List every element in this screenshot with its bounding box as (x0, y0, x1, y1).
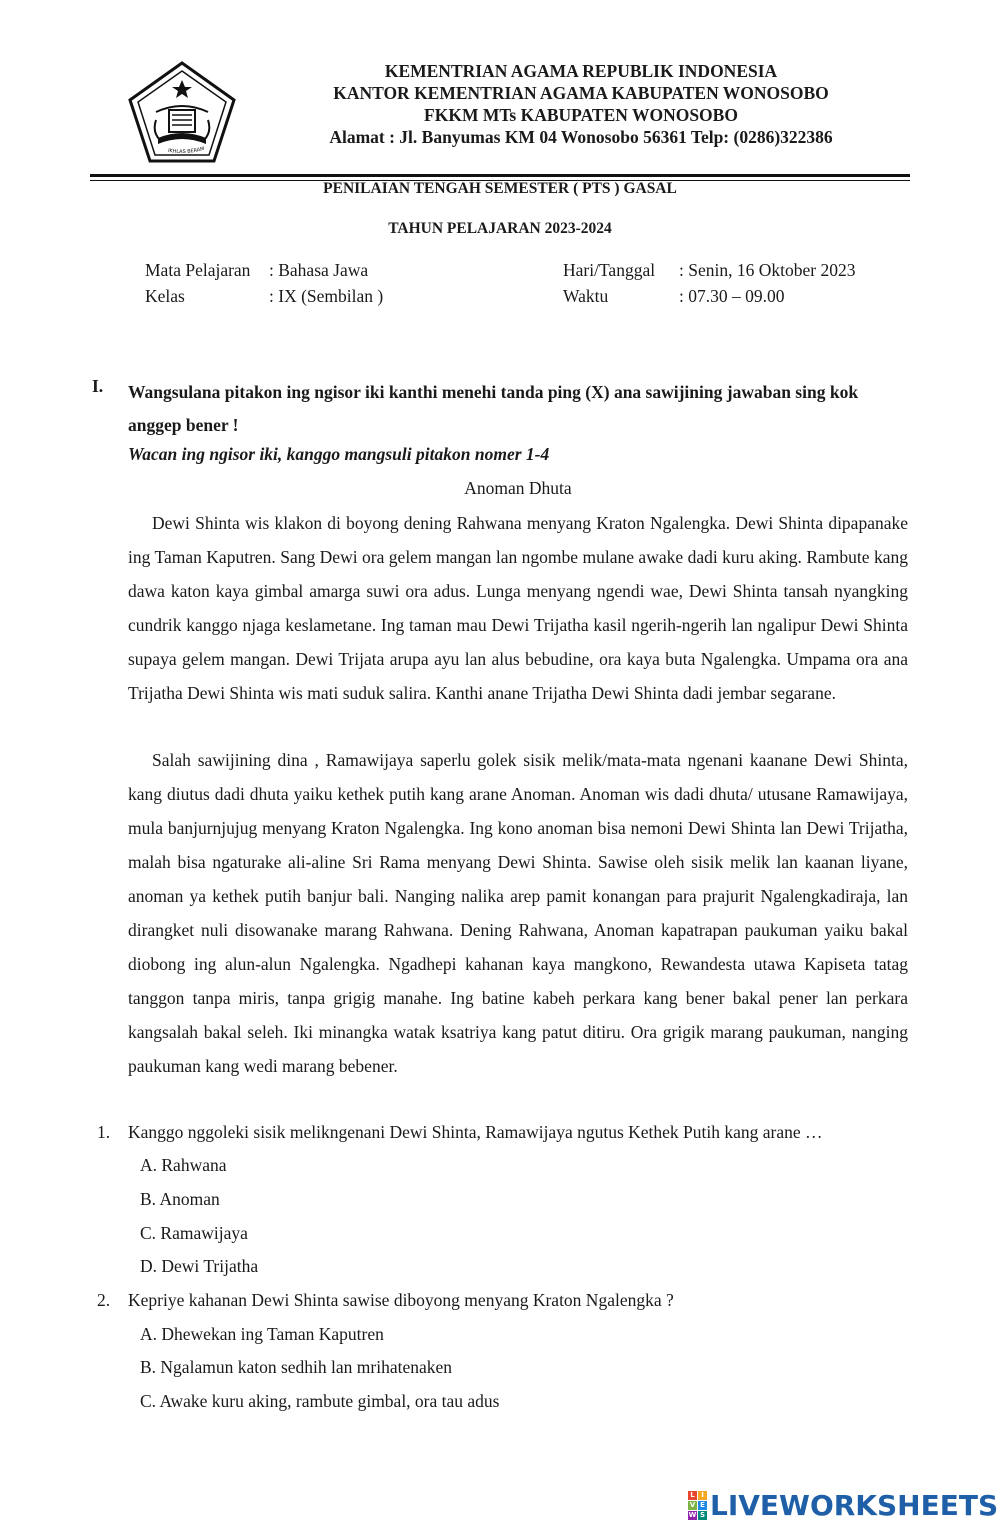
liveworksheets-icon (688, 1491, 707, 1520)
question-text: Kepriye kahanan Dewi Shinta sawise diboyong menyang Kraton Ngalengka ? (128, 1290, 674, 1310)
time-label: Waktu (563, 286, 609, 306)
logo-tile: L (688, 1491, 697, 1500)
header-divider (90, 174, 910, 177)
logo-tile: E (698, 1501, 707, 1510)
logo-tile: V (689, 1500, 696, 1509)
class-value: : IX (Sembilan ) (269, 286, 384, 306)
header-address: Alamat : Jl. Banyumas KM 04 Wonosobo 56361 Telp: (0286)322386 (329, 127, 833, 147)
liveworksheets-brand: LIVEWORKSHEETS (710, 1488, 999, 1522)
subject-label: Mata Pelajaran (145, 260, 251, 280)
header-office: KANTOR KEMENTRIAN AGAMA KABUPATEN WONOSOBO (333, 83, 829, 103)
logo-tile: I (698, 1491, 707, 1500)
header-fkkm: FKKM MTs KABUPATEN WONOSOBO (424, 105, 738, 125)
exam-title: PENILAIAN TENGAH SEMESTER ( PTS ) GASAL (323, 180, 677, 197)
option-b[interactable]: B. Anoman (140, 1189, 220, 1209)
story-paragraph-1: Dewi Shinta wis klakon di boyong dening Rahwana menyang Kraton Ngalengka. Dewi Shinta dipapanake ing Taman Kaputren. Sang Dewi ora gelem mangan lan ngombe mulane awake dadi kuru aking. Rambute kang dawa katon kaya gimbal amarga suwi ora adus. Lunga menyang ngendi wae, Dewi Shinta tansah nyangking cundrik kanggo njaga keslametane. Ing taman mau Dewi Trijatha kasil ngerih-ngerih lan ngalipur Dewi Shinta supaya gelem mangan. Dewi Trijata arupa ayu lan alus bebudine, ora kaya buta Ngalengka. Umpama ora ana Trijatha Dewi Shinta wis mati suduk salira. Kanthi anane Trijatha Dewi Shinta dadi jembar segarane. (128, 513, 908, 703)
option-c[interactable]: C. Awake kuru aking, rambute gimbal, ora tau adus (140, 1391, 500, 1411)
exam-year: TAHUN PELAJARAN 2023-2024 (388, 220, 612, 237)
day-value: : Senin, 16 Oktober 2023 (679, 260, 856, 280)
option-b[interactable]: B. Ngalamun katon sedhih lan mrihatenaken (140, 1357, 453, 1377)
section-number: I. (92, 376, 104, 396)
ministry-emblem-icon (126, 60, 238, 164)
logo-tile: W (688, 1510, 697, 1519)
section-instruction: Wangsulana pitakon ing ngisor iki kanthi menehi tanda ping (X) ana sawijining jawaban sing kok anggep bener ! (128, 382, 859, 435)
option-d[interactable]: D. Dewi Trijatha (140, 1256, 259, 1276)
option-a[interactable]: A. Rahwana (140, 1155, 227, 1175)
day-label: Hari/Tanggal (563, 260, 656, 280)
time-value: : 07.30 – 09.00 (679, 286, 785, 306)
question-number: 1. (97, 1122, 111, 1142)
story-paragraph-2: Salah sawijining dina , Ramawijaya saperlu golek sisik melik/mata-mata ngenani kaanane Dewi Shinta, kang diutus dadi dhuta yaiku kethek putih kang arane Anoman. Anoman wis dadi dhuta/ utusane Ramawijaya, mula banjurnjujug menyang Kraton Ngalengka. Ing kono anoman bisa nemoni Dewi Shinta lan Dewi Trijatha, malah bisa ngaturake ali-aline Sri Rama menyang Dewi Shinta. Sawise oleh sisik melik lan kaanan liyane, anoman ya kethek putih banjur bali. Nanging nalika arep pamit konangan para prajurit Ngalengkadiraja, lan dirangket nuli disowanake marang Rahwana. Dening Rahwana, Anoman kapatrapan paukuman yaiku bakal diobong ing alun-alun Ngalengka. Ngadhepi kahanan kaya mangkono, Rewandesta utawa Kapiseta tatag tanggon tanpa miris, tanpa grigig manahe. Ing batine kabeh perkara kang bener bakal pener lan perkara kangsalah bakal seleh. Iki minangka watak ksatriya kang patut ditiru. Ora grigik marang paukuman, nanging paukuman kang wedi marang bebener. (128, 750, 908, 1076)
logo-tile: S (699, 1510, 706, 1519)
class-label: Kelas (145, 286, 185, 306)
liveworksheets-logo[interactable] (688, 1487, 998, 1523)
question-number: 2. (97, 1290, 111, 1310)
subject-value: : Bahasa Jawa (269, 260, 369, 280)
option-a[interactable]: A. Dhewekan ing Taman Kaputren (140, 1324, 384, 1344)
logo-motto: IKHLAS BERAM (167, 145, 206, 156)
question-text: Kanggo nggoleki sisik melikngenani Dewi Shinta, Ramawijaya ngutus Kethek Putih kang arane … (128, 1122, 823, 1142)
option-c[interactable]: C. Ramawijaya (140, 1223, 248, 1243)
reading-intro: Wacan ing ngisor iki, kanggo mangsuli pitakon nomer 1-4 (128, 444, 550, 464)
story-title: Anoman Dhuta (464, 478, 572, 498)
header-ministry: KEMENTRIAN AGAMA REPUBLIK INDONESIA (384, 61, 778, 81)
